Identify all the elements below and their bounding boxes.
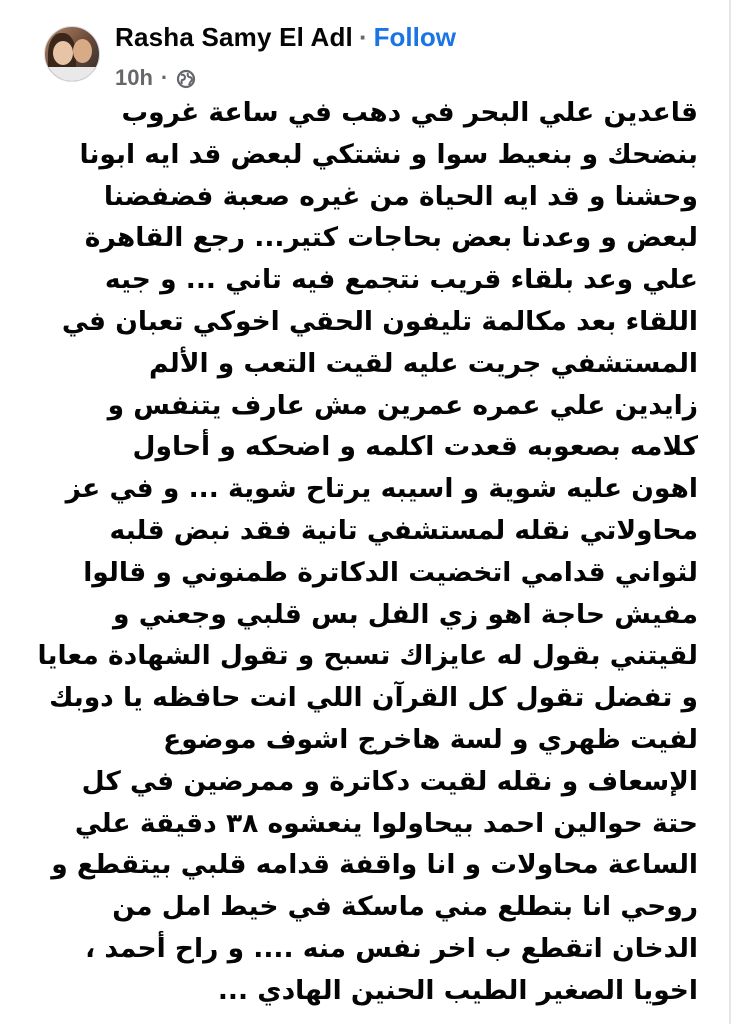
- post-text-line: لبعض و وعدنا بعض بحاجات كتير... رجع القاهرة: [84, 222, 698, 254]
- post-text-line: اللقاء بعد مكالمة تليفون الحقي اخوكي تعبان في: [61, 305, 698, 337]
- post-text-line: الإسعاف و نقله لقيت دكاترة و ممرضين في كل: [81, 765, 698, 797]
- post-text-line: مفيش حاجة اهو زي الفل بس قلبي وجعني و: [113, 598, 698, 630]
- post-text-line: روحي انا بتطلع مني ماسكة في خيط امل من: [112, 891, 698, 923]
- post-text-line: لفيت ظهري و لسة هاخرج اشوف موضوع: [163, 723, 698, 755]
- name-separator: ·: [358, 22, 368, 52]
- meta-separator: ·: [160, 65, 169, 90]
- post-text-line: قاعدين علي البحر في دهب في ساعة غروب: [121, 97, 698, 128]
- post-text-line: اخويا الصغير الطيب الحنين الهادي ...: [217, 974, 698, 1006]
- post-text-line: حتة حوالين احمد بيحاولوا ينعشوه ٣٨ دقيقة علي: [74, 807, 698, 839]
- post-text: [30, 92, 698, 1012]
- post-text-line: محاولاتي نقله لمستشفي تانية فقد نبض قلبه: [109, 514, 698, 546]
- post-text-line: بنضحك و بنعيط سوا و نشتكي لبعض قد ايه ابونا: [79, 138, 698, 170]
- post-text-line: و تفضل تقول كل القرآن اللي انت حافظه يا دوبك: [49, 682, 698, 714]
- post-timestamp[interactable]: 10h: [115, 65, 153, 90]
- post-text-line: المستشفي جريت عليه لقيت التعب و الألم: [149, 347, 698, 379]
- author-line: [115, 20, 456, 55]
- globe-icon: [176, 68, 196, 88]
- post-text-line: الساعة محاولات و انا واقفة قدامه قلبي بيتقطع و: [51, 849, 698, 881]
- post-text-line: زايدين علي عمره عمرين مش عارف يتنفس و: [107, 389, 698, 421]
- post-text-line: الدخان اتقطع ب اخر نفس منه .... و راح أحمد ،: [85, 932, 698, 964]
- author-avatar[interactable]: [44, 26, 100, 82]
- post-text-line: اهون عليه شوية و اسيبه يرتاح شوية ... و في عز: [65, 473, 698, 505]
- post-text-line: لقيتني بقول له عايزاك تسبح و تقول الشهادة معايا: [37, 640, 698, 672]
- post-text-line: علي وعد بلقاء قريب نتجمع فيه تاني ... و جيه: [104, 264, 698, 296]
- post-text-line: وحشنا و قد ايه الحياة من غيره صعبة فضفضنا: [103, 180, 698, 212]
- post-header: [44, 18, 704, 98]
- follow-button[interactable]: Follow: [373, 22, 456, 52]
- post-meta: [115, 64, 196, 92]
- post-text-line: لثواني قدامي اتخضيت الدكاترة طمنوني و قالوا: [83, 556, 698, 588]
- post-text-line: كلامه بصعوبه قعدت اكلمه و اضحكه و أحاول: [132, 431, 698, 463]
- author-name[interactable]: Rasha Samy El Adl: [115, 22, 353, 52]
